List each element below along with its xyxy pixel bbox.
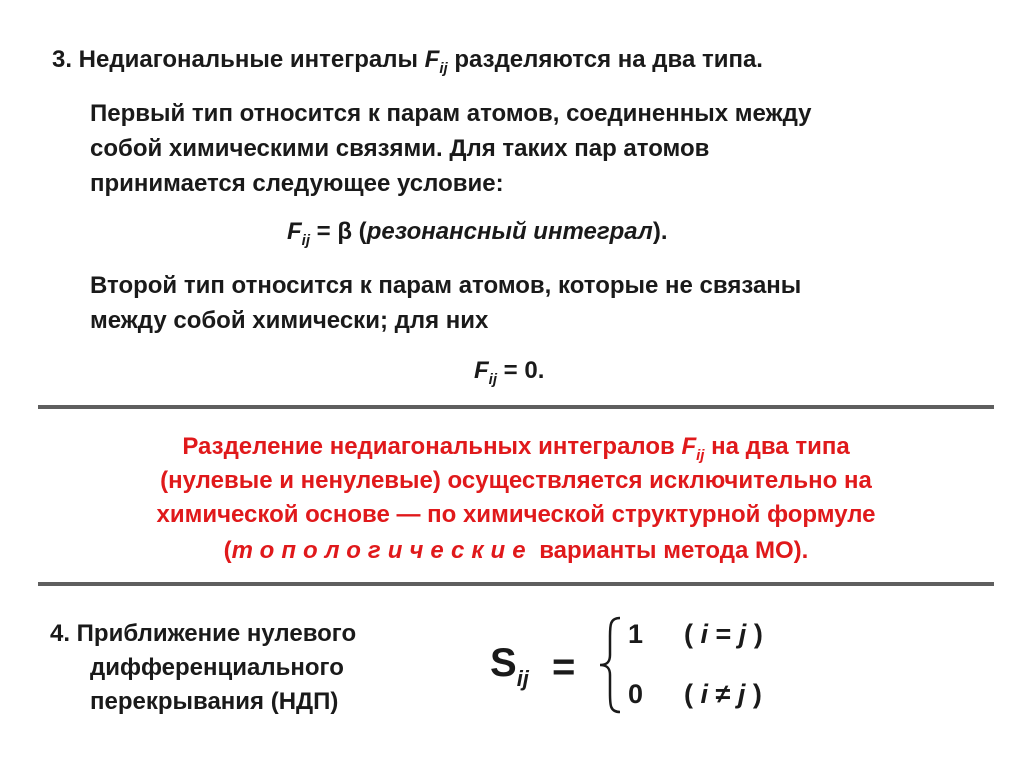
case1-value: 1: [628, 619, 644, 649]
section4-line3: перекрывания (НДП): [90, 688, 339, 715]
eq1-F: F: [287, 218, 302, 245]
highlight-line4-open: (: [223, 537, 232, 564]
section3-heading-F: F: [424, 46, 440, 73]
eq1-sub: ij: [301, 232, 311, 249]
highlight-line2: (нулевые и ненулевые) осуществляется исключительно на: [160, 467, 872, 494]
section4-line2: дифференциального: [90, 654, 344, 681]
highlight-line1-prefix: Разделение недиагональных интегралов: [182, 433, 682, 460]
section3-para2-line1: Второй тип относится к парам атомов, которые не связаны: [90, 272, 802, 299]
highlight-line3: химической основе — по химической структурной формуле: [156, 501, 876, 528]
section3-heading-suffix: разделяются на два типа.: [447, 46, 763, 73]
eq1-rhs: = β (: [310, 218, 367, 245]
divider-bottom: [38, 582, 994, 586]
section3-heading: [52, 46, 763, 83]
divider-top: [38, 405, 994, 409]
eq1-italic: резонансный интеграл: [366, 218, 653, 245]
highlight-line4: [38, 537, 994, 565]
eq1-end: ).: [652, 218, 668, 245]
eq2-sub: ij: [488, 371, 498, 388]
section3-para1-line1: Первый тип относится к парам атомов, соединенных между: [90, 100, 812, 127]
overlap-sub: ij: [516, 666, 529, 691]
section3-heading-sub: ij: [439, 60, 448, 77]
left-brace-icon: [596, 615, 626, 715]
case2-open: (: [684, 679, 701, 709]
case2-j: j: [737, 679, 746, 709]
overlap-symbol: [490, 640, 529, 702]
case2-value: 0: [628, 679, 644, 709]
section3-heading-prefix: 3. Недиагональные интегралы: [52, 46, 425, 73]
eq2-rhs: = 0.: [497, 357, 545, 384]
equation-resonance: [287, 218, 668, 255]
section3-para1-line2: собой химическими связями. Для таких пар атомов: [90, 135, 710, 162]
section3-para2-line2: между собой химически; для них: [90, 307, 489, 334]
highlight-line4-rest: варианты метода МО).: [532, 537, 809, 564]
case1-op: =: [708, 619, 739, 649]
eq2-F: F: [474, 357, 489, 384]
case1-close: ): [746, 619, 763, 649]
section3-para1-line3: принимается следующее условие:: [90, 170, 504, 197]
equation-zero: [474, 357, 544, 394]
case1-open: (: [684, 619, 701, 649]
overlap-S: S: [490, 641, 517, 685]
highlight-line1-suffix: на два типа: [704, 433, 850, 460]
section4-line1: 4. Приближение нулевого: [50, 620, 357, 647]
overlap-equals: =: [552, 645, 576, 689]
case2-close: ): [745, 679, 762, 709]
case2-i: i: [700, 679, 709, 709]
case1-condition: [684, 618, 763, 650]
highlight-line1: [38, 433, 994, 470]
case2-condition: [684, 678, 762, 710]
case1-i: i: [700, 619, 709, 649]
highlight-sub: ij: [696, 447, 705, 464]
case2-op: ≠: [708, 679, 738, 709]
highlight-F: F: [681, 433, 697, 460]
highlight-topological: топологические: [231, 537, 533, 564]
case1-j: j: [738, 619, 747, 649]
